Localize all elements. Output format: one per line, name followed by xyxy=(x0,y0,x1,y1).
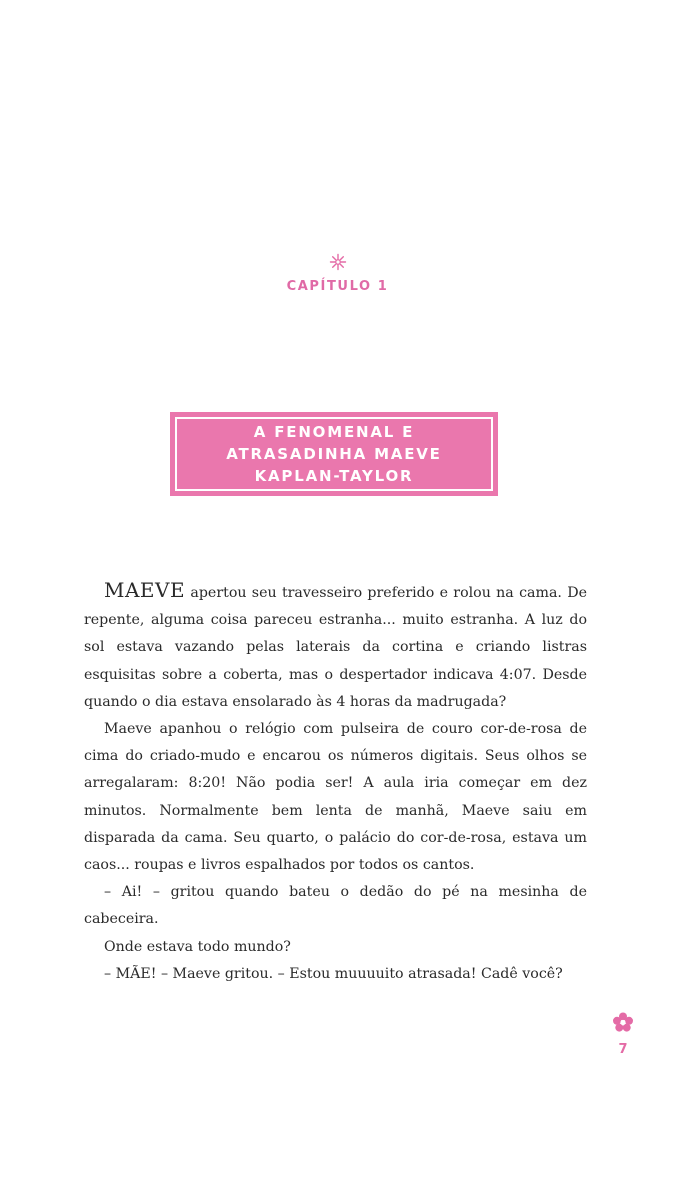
chapter-label: CAPÍTULO 1 xyxy=(286,279,389,294)
page-number: 7 xyxy=(618,1042,628,1057)
chapter-title-line-1: A FENOMENAL E xyxy=(253,423,415,441)
chapter-title-line-3: KAPLAN-TAYLOR xyxy=(254,467,414,485)
paragraph-2: Maeve apanhou o relógio com pulseira de couro cor-de-rosa de cima do criado-mudo e encarou os números digitais. Seus olhos se arregalaram: 8:20! Não podia ser! A aula iria começar em dez minutos. Normalmente bem lenta de manhã, Maeve saiu em disparada da cama. Seu quarto, o palácio do cor-de-rosa, estava um caos... roupas e livros espalhados por todos os cantos. xyxy=(84,721,587,874)
flower-icon xyxy=(612,1012,634,1032)
paragraph-1-text: apertou seu travesseiro preferido e rolou na cama. De repente, alguma coisa pareceu estranha... muito estranha. A luz do sol estava vazando pelas laterais da cortina e criando listras esquisitas sobre a coberta, mas o despertador indicava 4:07. Desde quando o dia estava ensolarado às 4 horas da madrugada? xyxy=(84,585,587,710)
chapter-body xyxy=(84,577,587,988)
chapter-ornament xyxy=(0,253,675,275)
paragraph-4: Onde estava todo mundo? xyxy=(104,938,291,955)
snowflake-flower-icon xyxy=(329,253,347,271)
page-ornament xyxy=(612,1012,634,1036)
opening-word: MAEVE xyxy=(104,578,186,602)
paragraph-3: – Ai! – gritou quando bateu o dedão do pé na mesinha de cabeceira. xyxy=(84,884,587,928)
paragraph-1 xyxy=(84,577,587,716)
paragraph-5: – MÃE! – Maeve gritou. – Estou muuuuito atrasada! Cadê você? xyxy=(104,965,563,982)
chapter-title-frame xyxy=(175,417,493,491)
chapter-title-line-2: ATRASADINHA MAEVE xyxy=(226,445,442,463)
chapter-title-box xyxy=(170,412,498,496)
